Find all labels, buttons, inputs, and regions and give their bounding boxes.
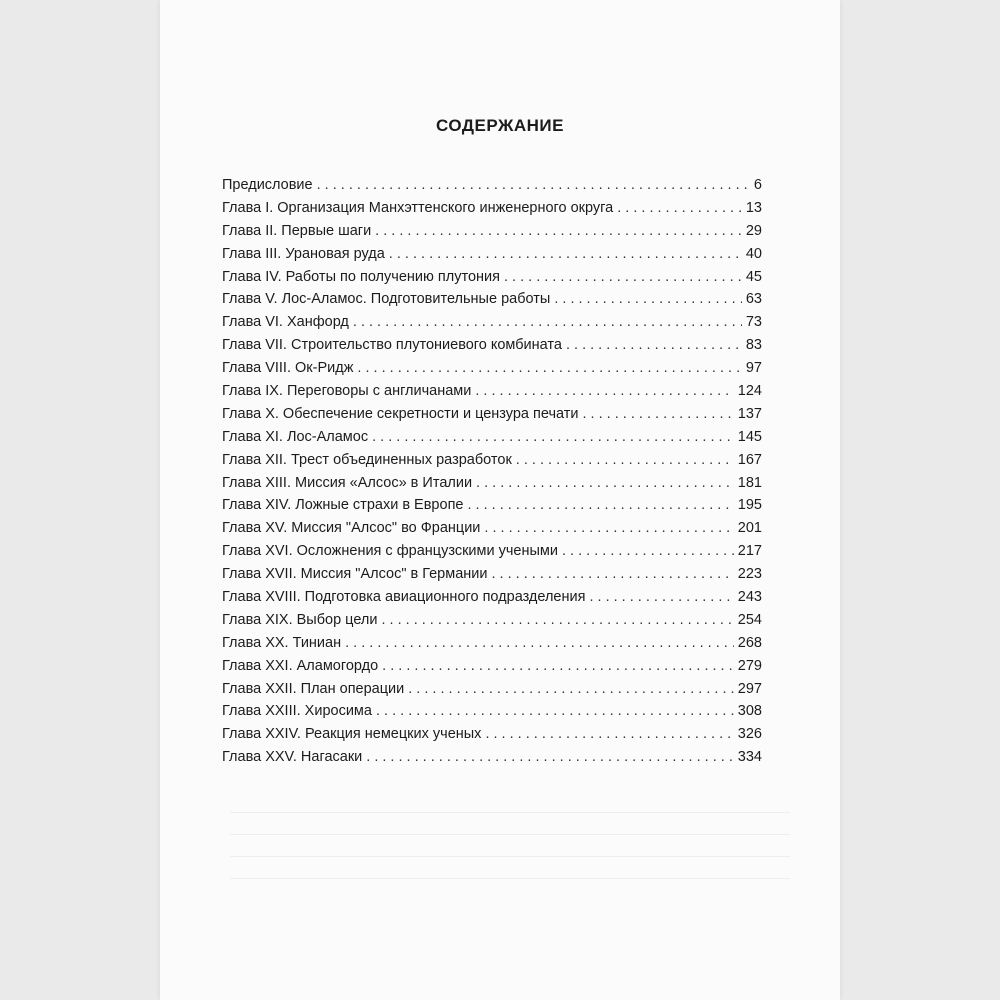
toc-entry-label: Глава VI. Ханфорд bbox=[222, 314, 349, 331]
bleed-through-line bbox=[230, 878, 790, 880]
toc-leader-dots bbox=[617, 197, 742, 220]
toc-entry-label: Глава II. Первые шаги bbox=[222, 222, 372, 239]
toc-entry-label: Глава XIX. Выбор цели bbox=[222, 611, 378, 628]
toc-entry-label: Глава XI. Лос-Аламос bbox=[222, 428, 369, 445]
toc-entry bbox=[222, 266, 762, 289]
toc-leader-dots bbox=[485, 723, 733, 746]
toc-entry-label: Глава XXIV. Реакция немецких ученых bbox=[222, 726, 482, 743]
toc-entry-page-number: 6 bbox=[753, 177, 762, 193]
toc-leader-dots bbox=[375, 220, 742, 243]
toc-leader-dots bbox=[516, 449, 734, 472]
toc-entry-page-number: 326 bbox=[737, 726, 762, 743]
toc-leader-dots bbox=[583, 403, 734, 426]
toc-entry bbox=[222, 334, 762, 357]
toc-entry bbox=[222, 494, 762, 517]
toc-entry-label: Глава XVIII. Подготовка авиационного подразделения bbox=[222, 589, 586, 606]
toc-entry-label: Глава IV. Работы по получению плутония bbox=[222, 268, 500, 285]
toc-entry bbox=[222, 449, 762, 472]
toc-entry-page-number: 195 bbox=[737, 497, 762, 514]
toc-entry-page-number: 145 bbox=[737, 428, 762, 445]
toc-leader-dots bbox=[345, 632, 734, 655]
toc-entry-page-number: 97 bbox=[745, 360, 762, 377]
toc-entry bbox=[222, 220, 762, 243]
toc-list bbox=[222, 174, 762, 769]
toc-leader-dots bbox=[554, 288, 742, 311]
toc-entry-label: Глава III. Урановая руда bbox=[222, 245, 385, 262]
toc-entry bbox=[222, 678, 762, 701]
toc-leader-dots bbox=[491, 563, 733, 586]
toc-entry-label: Глава XXV. Нагасаки bbox=[222, 749, 363, 766]
toc-entry-label: Глава XX. Тиниан bbox=[222, 634, 342, 651]
toc-entry-page-number: 201 bbox=[737, 520, 762, 537]
toc-entry-label: Глава XV. Миссия "Алсос" во Франции bbox=[222, 520, 481, 537]
toc-leader-dots bbox=[376, 700, 734, 723]
toc-entry-page-number: 217 bbox=[737, 543, 762, 560]
toc-entry bbox=[222, 174, 762, 197]
toc-entry-label: Глава XXIII. Хиросима bbox=[222, 703, 372, 720]
toc-entry-label: Глава XXII. План операции bbox=[222, 680, 405, 697]
toc-leader-dots bbox=[476, 472, 734, 495]
toc-entry-label: Глава XVI. Осложнения с французскими учеными bbox=[222, 543, 558, 560]
toc-leader-dots bbox=[366, 746, 734, 769]
toc-leader-dots bbox=[381, 609, 733, 632]
toc-entry-label: Глава VIII. Ок-Ридж bbox=[222, 360, 354, 377]
toc-entry bbox=[222, 357, 762, 380]
toc-leader-dots bbox=[475, 380, 733, 403]
toc-leader-dots bbox=[382, 655, 734, 678]
toc-entry-page-number: 83 bbox=[745, 337, 762, 354]
toc-entry bbox=[222, 723, 762, 746]
toc-entry-label: Глава XII. Трест объединенных разработок bbox=[222, 451, 512, 468]
toc-entry-label: Глава VII. Строительство плутониевого комбината bbox=[222, 337, 562, 354]
toc-leader-dots bbox=[357, 357, 741, 380]
toc-entry bbox=[222, 403, 762, 426]
toc-leader-dots bbox=[317, 174, 750, 197]
bleed-through-line bbox=[230, 856, 790, 858]
toc-leader-dots bbox=[353, 311, 742, 334]
toc-entry-label: Глава XVII. Миссия "Алсос" в Германии bbox=[222, 566, 488, 583]
toc-entry bbox=[222, 700, 762, 723]
toc-entry-page-number: 73 bbox=[745, 314, 762, 331]
toc-leader-dots bbox=[372, 426, 734, 449]
toc-entry-page-number: 254 bbox=[737, 611, 762, 628]
toc-entry-label: Глава XIV. Ложные страхи в Европе bbox=[222, 497, 464, 514]
toc-leader-dots bbox=[504, 266, 742, 289]
toc-entry bbox=[222, 632, 762, 655]
book-page bbox=[160, 0, 840, 1000]
toc-entry-page-number: 279 bbox=[737, 657, 762, 674]
toc-entry bbox=[222, 609, 762, 632]
toc-leader-dots bbox=[484, 517, 733, 540]
toc-title: СОДЕРЖАНИЕ bbox=[436, 116, 564, 135]
toc-entry bbox=[222, 563, 762, 586]
bleed-through-line bbox=[230, 812, 790, 814]
toc-entry bbox=[222, 197, 762, 220]
toc-entry-page-number: 223 bbox=[737, 566, 762, 583]
toc-entry-page-number: 181 bbox=[737, 474, 762, 491]
toc-entry-page-number: 167 bbox=[737, 451, 762, 468]
toc-entry bbox=[222, 540, 762, 563]
toc-entry-page-number: 45 bbox=[745, 268, 762, 285]
toc-entry bbox=[222, 746, 762, 769]
toc-entry bbox=[222, 288, 762, 311]
toc-entry bbox=[222, 586, 762, 609]
toc-leader-dots bbox=[589, 586, 733, 609]
toc-entry-label: Глава IX. Переговоры с англичанами bbox=[222, 383, 472, 400]
toc-leader-dots bbox=[408, 678, 734, 701]
toc-entry-label: Глава XIII. Миссия «Алсос» в Италии bbox=[222, 474, 473, 491]
toc-leader-dots bbox=[467, 494, 733, 517]
toc-entry-label: Глава X. Обеспечение секретности и цензура печати bbox=[222, 405, 579, 422]
toc-entry-label: Глава XXI. Аламогордо bbox=[222, 657, 379, 674]
toc-entry-page-number: 124 bbox=[737, 383, 762, 400]
toc-entry-page-number: 268 bbox=[737, 634, 762, 651]
toc-entry-label: Предисловие bbox=[222, 177, 313, 193]
toc-entry-page-number: 63 bbox=[745, 291, 762, 308]
toc-entry bbox=[222, 311, 762, 334]
bleed-through-line bbox=[230, 834, 790, 836]
toc-entry bbox=[222, 655, 762, 678]
toc-entry-page-number: 334 bbox=[737, 749, 762, 766]
toc-entry-page-number: 13 bbox=[745, 199, 762, 216]
toc-entry-page-number: 137 bbox=[737, 405, 762, 422]
toc-entry-page-number: 297 bbox=[737, 680, 762, 697]
toc-entry bbox=[222, 426, 762, 449]
toc-entry-label: Глава V. Лос-Аламос. Подготовительные работы bbox=[222, 291, 551, 308]
toc-entry bbox=[222, 517, 762, 540]
toc-leader-dots bbox=[389, 243, 742, 266]
toc-entry-page-number: 308 bbox=[737, 703, 762, 720]
toc-leader-dots bbox=[566, 334, 742, 357]
toc-entry bbox=[222, 380, 762, 403]
toc-entry-page-number: 29 bbox=[745, 222, 762, 239]
toc-entry bbox=[222, 243, 762, 266]
toc-entry bbox=[222, 472, 762, 495]
toc-entry-label: Глава I. Организация Манхэттенского инженерного округа bbox=[222, 199, 614, 216]
toc-leader-dots bbox=[562, 540, 734, 563]
toc-entry-page-number: 40 bbox=[745, 245, 762, 262]
toc-entry-page-number: 243 bbox=[737, 589, 762, 606]
